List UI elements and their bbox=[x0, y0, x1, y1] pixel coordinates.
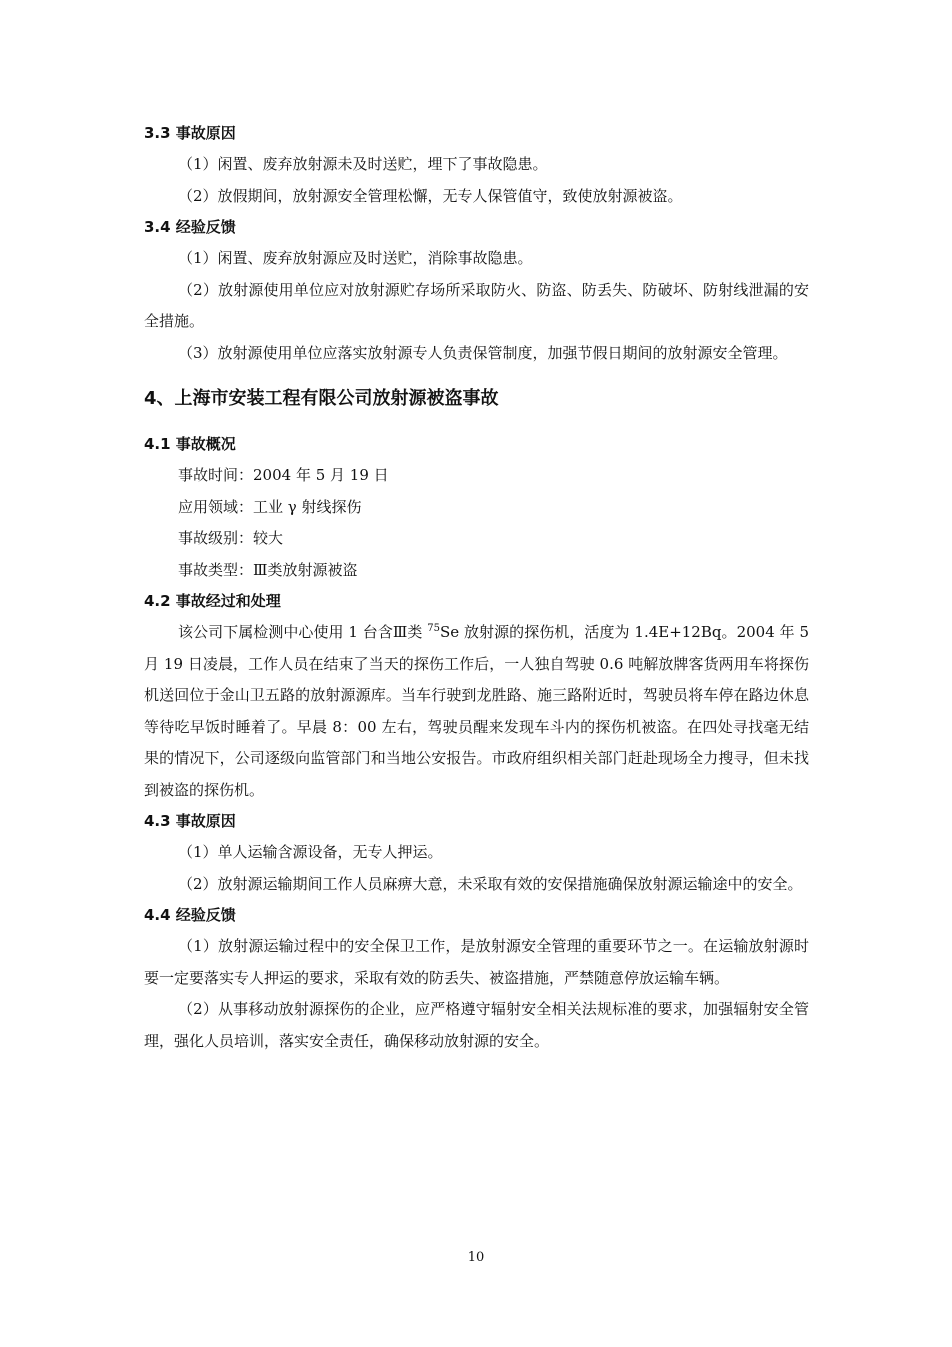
section-4-2-para-1 bbox=[144, 617, 809, 806]
section-4-3-heading: 4.3 事故原因 bbox=[144, 812, 236, 830]
section-3-4-heading: 3.4 经验反馈 bbox=[144, 218, 236, 236]
section-4-1-heading: 4.1 事故概况 bbox=[144, 435, 236, 453]
accident-time: 事故时间：2004 年 5 月 19 日 bbox=[178, 466, 389, 484]
section-3-4-para-3: （3）放射源使用单位应落实放射源专人负责保管制度，加强节假日期间的放射源安全管理。 bbox=[178, 343, 788, 362]
page-content bbox=[144, 118, 809, 1057]
section-4-4-heading: 4.4 经验反馈 bbox=[144, 906, 236, 924]
section-4-3-para-1: （1）单人运输含源设备，无专人押运。 bbox=[178, 843, 443, 861]
accident-type: 事故类型：Ⅲ类放射源被盗 bbox=[178, 560, 358, 579]
section-4-heading: 4、上海市安装工程有限公司放射源被盗事故 bbox=[144, 388, 499, 409]
isotope-mass-number: 75 bbox=[427, 623, 441, 634]
section-3-3-para-1: （1）闲置、废弃放射源未及时送贮，埋下了事故隐患。 bbox=[178, 155, 548, 173]
application-field: 应用领域：工业 γ 射线探伤 bbox=[178, 497, 362, 516]
section-3-4-para-1: （1）闲置、废弃放射源应及时送贮，消除事故隐患。 bbox=[178, 249, 533, 267]
section-4-3-para-2: （2）放射源运输期间工作人员麻痹大意，未采取有效的安保措施确保放射源运输途中的安全。 bbox=[178, 874, 803, 893]
section-3-3-heading: 3.3 事故原因 bbox=[144, 124, 236, 142]
para-text-after-superscript: Se 放射源的探伤机，活度为 1.4E+12Bq。2004 年 5 月 19 日凌晨，工作人员在结束了当天的探伤工作后，一人独自驾驶 0.6 吨解放牌客货两用车将探伤机送回位于金山卫五路的放射源源库。当车行驶到龙胜路、施三路附近时，驾驶员将车停在路边休息等待吃早饭时睡着了。早晨 8：00 左右，驾驶员醒来发现车斗内的探伤机被盗。在四处寻找毫无结果的情况下，公司逐级向监管部门和当地公安报告。市政府组织相关部门赶赴现场全力搜寻，但未找到被盗的探伤机。 bbox=[144, 623, 809, 799]
page-number: 10 bbox=[467, 1250, 485, 1265]
section-4-4-para-1: （1）放射源运输过程中的安全保卫工作，是放射源安全管理的重要环节之一。在运输放射源时要一定要落实专人押运的要求，采取有效的防丢失、被盗措施，严禁随意停放运输车辆。 bbox=[144, 937, 809, 987]
accident-level: 事故级别：较大 bbox=[178, 529, 284, 547]
section-4-2-heading: 4.2 事故经过和处理 bbox=[144, 592, 281, 610]
section-3-4-para-2: （2）放射源使用单位应对放射源贮存场所采取防火、防盗、防丢失、防破坏、防射线泄漏的安全措施。 bbox=[144, 280, 809, 330]
section-3-3-para-2: （2）放假期间，放射源安全管理松懈，无专人保管值守，致使放射源被盗。 bbox=[178, 186, 683, 205]
section-4-4-para-2: （2）从事移动放射源探伤的企业，应严格遵守辐射安全相关法规标准的要求，加强辐射安全管理，强化人员培训，落实安全责任，确保移动放射源的安全。 bbox=[144, 1000, 809, 1050]
para-text-before-superscript: 该公司下属检测中心使用 1 台含Ⅲ类 bbox=[178, 623, 428, 641]
